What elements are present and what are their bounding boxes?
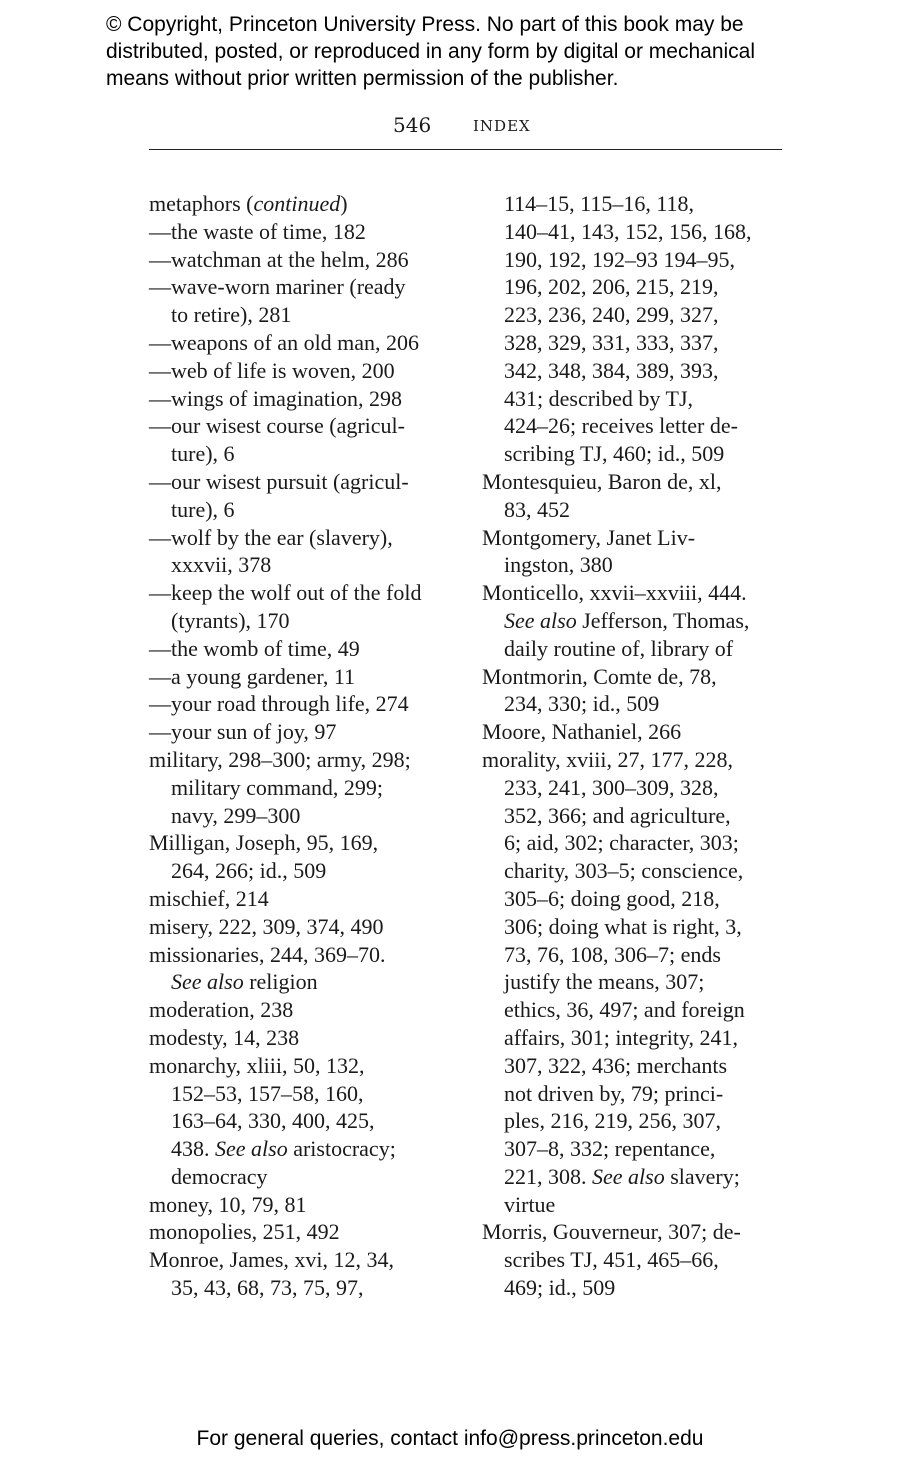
index-line [149, 857, 459, 885]
index-line-text: missionaries, 244, 369–70. [149, 941, 386, 967]
copyright-line: distributed, posted, or reproduced in any form by digital or mechanical [106, 40, 756, 63]
index-line-text: 352, 366; and agriculture, [504, 802, 731, 828]
index-line [482, 190, 782, 218]
index-line-text: —watchman at the helm, 286 [149, 246, 409, 272]
index-line [482, 357, 782, 385]
index-line [482, 802, 782, 830]
index-line [149, 1246, 459, 1274]
index-line-text: 83, 452 [504, 496, 570, 522]
index-line-text: —weapons of an old man, 206 [149, 329, 420, 355]
index-line-text: 307, 322, 436; merchants [504, 1052, 728, 1078]
index-line [149, 412, 459, 440]
index-column-right [482, 190, 782, 1302]
index-line-text: —our wisest pursuit (agricul- [149, 468, 409, 494]
index-line [482, 273, 782, 301]
index-line-text: ture), 6 [171, 441, 235, 467]
index-line-text: to retire), 281 [171, 302, 292, 328]
page-number: 546 [393, 113, 432, 137]
index-line-text: navy, 299–300 [171, 802, 301, 828]
index-line-text: —the waste of time, 182 [149, 218, 366, 244]
index-line-after: aristocracy; [287, 1136, 396, 1162]
index-line [482, 218, 782, 246]
index-line-text: ethics, 36, 497; and foreign [504, 997, 745, 1023]
index-line-text: scribing TJ, 460; id., 509 [504, 441, 725, 467]
index-line [149, 718, 459, 746]
index-line-text: (tyrants), 170 [171, 607, 290, 633]
index-line [149, 1274, 459, 1302]
index-line-text: —wave-worn mariner (ready [149, 274, 406, 300]
index-line [149, 301, 459, 329]
index-line [149, 551, 459, 579]
index-line [149, 690, 459, 718]
index-line-text: 342, 348, 384, 389, 393, [504, 357, 719, 383]
index-line-text: —wings of imagination, 298 [149, 385, 402, 411]
index-line-text: Monticello, xxvii–xxviii, 444. [482, 580, 747, 606]
index-line-text: modesty, 14, 238 [149, 1024, 300, 1050]
index-line-italic: See also [215, 1136, 288, 1162]
index-line-after: ) [340, 191, 348, 216]
index-line [482, 301, 782, 329]
index-line-text: money, 10, 79, 81 [149, 1191, 307, 1217]
footer-contact: For general queries, contact info@press.princeton.edu [196, 1427, 704, 1450]
index-line [482, 246, 782, 274]
index-line-text: 114–15, 115–16, 118, [504, 191, 695, 216]
index-line [149, 440, 459, 468]
index-line-text: charity, 303–5; conscience, [504, 858, 744, 884]
index-line [482, 1024, 782, 1052]
index-line [149, 496, 459, 524]
index-line-text: —web of life is woven, 200 [149, 357, 395, 383]
index-line-text: 438. [171, 1136, 215, 1162]
index-line [149, 329, 459, 357]
index-line-text: ingston, 380 [504, 552, 613, 578]
index-line-text: —keep the wolf out of the fold [149, 580, 422, 606]
index-line [482, 551, 782, 579]
index-line [149, 190, 459, 218]
index-line [482, 524, 782, 552]
index-line [482, 329, 782, 357]
index-line-text: 431; described by TJ, [504, 385, 694, 411]
index-line [149, 802, 459, 830]
index-line [149, 524, 459, 552]
index-line-after: Jefferson, Thomas, [576, 607, 750, 633]
index-line [149, 885, 459, 913]
index-line [149, 635, 459, 663]
index-line [482, 857, 782, 885]
index-line-text: not driven by, 79; princi- [504, 1080, 724, 1106]
index-line-text: Montgomery, Janet Liv- [482, 524, 696, 550]
index-line [482, 1246, 782, 1274]
index-line [149, 941, 459, 969]
index-line [149, 1191, 459, 1219]
index-line [149, 357, 459, 385]
index-line-text: 223, 236, 240, 299, 327, [504, 302, 719, 328]
index-line [482, 468, 782, 496]
index-line [482, 913, 782, 941]
index-line-text: —wolf by the ear (slavery), [149, 524, 393, 550]
index-line-text: 328, 329, 331, 333, 337, [504, 329, 719, 355]
index-line-italic: See also [504, 607, 577, 633]
copyright-line: means without prior written permission of the publisher. [106, 67, 619, 90]
index-line-text: misery, 222, 309, 374, 490 [149, 913, 384, 939]
index-line [482, 1080, 782, 1108]
index-line-text: democracy [171, 1163, 268, 1189]
index-line [149, 273, 459, 301]
index-line [149, 1024, 459, 1052]
index-line-text: military command, 299; [171, 774, 384, 800]
index-line-text: 35, 43, 68, 73, 75, 97, [171, 1275, 364, 1301]
index-line [149, 579, 459, 607]
index-line [149, 607, 459, 635]
index-line-text: —the womb of time, 49 [149, 635, 360, 661]
index-column-left [149, 190, 459, 1302]
index-line [482, 385, 782, 413]
index-line-text: —a young gardener, 11 [149, 663, 356, 689]
index-line [482, 635, 782, 663]
index-line-text: monarchy, xliii, 50, 132, [149, 1052, 365, 1078]
index-line-text: 234, 330; id., 509 [504, 691, 660, 717]
copyright-notice [106, 11, 866, 92]
index-line-text: affairs, 301; integrity, 241, [504, 1024, 739, 1050]
index-line [482, 1163, 782, 1191]
index-line [149, 1107, 459, 1135]
index-line-text: Monroe, James, xvi, 12, 34, [149, 1247, 395, 1273]
index-line [482, 1218, 782, 1246]
index-line-italic: See also [171, 969, 244, 995]
index-line-text: 6; aid, 302; character, 303; [504, 830, 739, 856]
index-line-text: 196, 202, 206, 215, 219, [504, 274, 719, 300]
index-line-text: 305–6; doing good, 218, [504, 885, 720, 911]
index-line [482, 412, 782, 440]
index-line-text: Moore, Nathaniel, 266 [482, 719, 682, 745]
index-line [149, 218, 459, 246]
index-line-text: 306; doing what is right, 3, [504, 913, 742, 939]
index-line [149, 829, 459, 857]
index-line-italic: See also [592, 1163, 665, 1189]
index-line-after: religion [243, 969, 318, 995]
index-line-italic: continued [253, 191, 341, 216]
index-line [482, 968, 782, 996]
index-line [149, 385, 459, 413]
index-line-text: Montmorin, Comte de, 78, [482, 663, 717, 689]
index-line-text: 190, 192, 192–93 194–95, [504, 246, 735, 272]
index-line-text: 469; id., 509 [504, 1275, 616, 1301]
index-line-text: xxxvii, 378 [171, 552, 272, 578]
index-line-text: —your road through life, 274 [149, 691, 409, 717]
index-line [482, 1135, 782, 1163]
index-line-text: justify the means, 307; [504, 969, 705, 995]
index-line [482, 607, 782, 635]
index-line-text: Milligan, Joseph, 95, 169, [149, 830, 379, 856]
index-line [482, 829, 782, 857]
index-line [482, 885, 782, 913]
index-line-text: ture), 6 [171, 496, 235, 522]
index-line-text: —our wisest course (agricul- [149, 413, 405, 439]
index-line [482, 690, 782, 718]
index-line [482, 996, 782, 1024]
index-line-text: 424–26; receives letter de- [504, 413, 738, 439]
index-line [482, 496, 782, 524]
index-line-text: military, 298–300; army, 298; [149, 746, 411, 772]
index-line-text: Montesquieu, Baron de, xl, [482, 468, 722, 494]
index-line [482, 579, 782, 607]
index-line-text: daily routine of, library of [504, 635, 734, 661]
index-line [149, 996, 459, 1024]
index-line [149, 913, 459, 941]
index-line [482, 663, 782, 691]
index-line [149, 468, 459, 496]
index-line-text: mischief, 214 [149, 885, 269, 911]
index-line [149, 968, 459, 996]
index-line [482, 1052, 782, 1080]
index-line-text: ples, 216, 219, 256, 307, [504, 1108, 721, 1134]
index-line [149, 1080, 459, 1108]
index-line-text: 163–64, 330, 400, 425, [171, 1108, 375, 1134]
index-line-text: 152–53, 157–58, 160, [171, 1080, 364, 1106]
copyright-line: © Copyright, Princeton University Press. No part of this book may be [106, 13, 744, 36]
index-line-text: moderation, 238 [149, 997, 294, 1023]
index-line [482, 746, 782, 774]
index-line-text: Morris, Gouverneur, 307; de- [482, 1219, 741, 1245]
running-head: INDEX [473, 117, 531, 135]
index-line [149, 1218, 459, 1246]
index-line-text: —your sun of joy, 97 [149, 719, 337, 745]
index-line [149, 1163, 459, 1191]
page-header [149, 113, 782, 150]
index-line-text: morality, xviii, 27, 177, 228, [482, 746, 733, 772]
index-line [149, 746, 459, 774]
index-line [149, 1135, 459, 1163]
index-line-text: 73, 76, 108, 306–7; ends [504, 941, 721, 967]
index-line [482, 941, 782, 969]
index-line [482, 1191, 782, 1219]
index-line-text: 307–8, 332; repentance, [504, 1136, 716, 1162]
index-line-text: virtue [504, 1191, 556, 1217]
index-line [149, 774, 459, 802]
index-line [482, 774, 782, 802]
index-line-after: slavery; [664, 1163, 740, 1189]
index-line-text: metaphors ( [149, 191, 254, 216]
index-line [149, 246, 459, 274]
index-line [482, 718, 782, 746]
index-line-text: 264, 266; id., 509 [171, 858, 327, 884]
index-line [482, 440, 782, 468]
index-line [149, 1052, 459, 1080]
index-line [482, 1107, 782, 1135]
index-line-text: 233, 241, 300–309, 328, [504, 774, 719, 800]
index-line [482, 1274, 782, 1302]
index-line-text: 221, 308. [504, 1163, 592, 1189]
index-line-text: scribes TJ, 451, 465–66, [504, 1247, 719, 1273]
index-line-text: 140–41, 143, 152, 156, 168, [504, 218, 752, 244]
index-line [149, 663, 459, 691]
index-line-text: monopolies, 251, 492 [149, 1219, 340, 1245]
